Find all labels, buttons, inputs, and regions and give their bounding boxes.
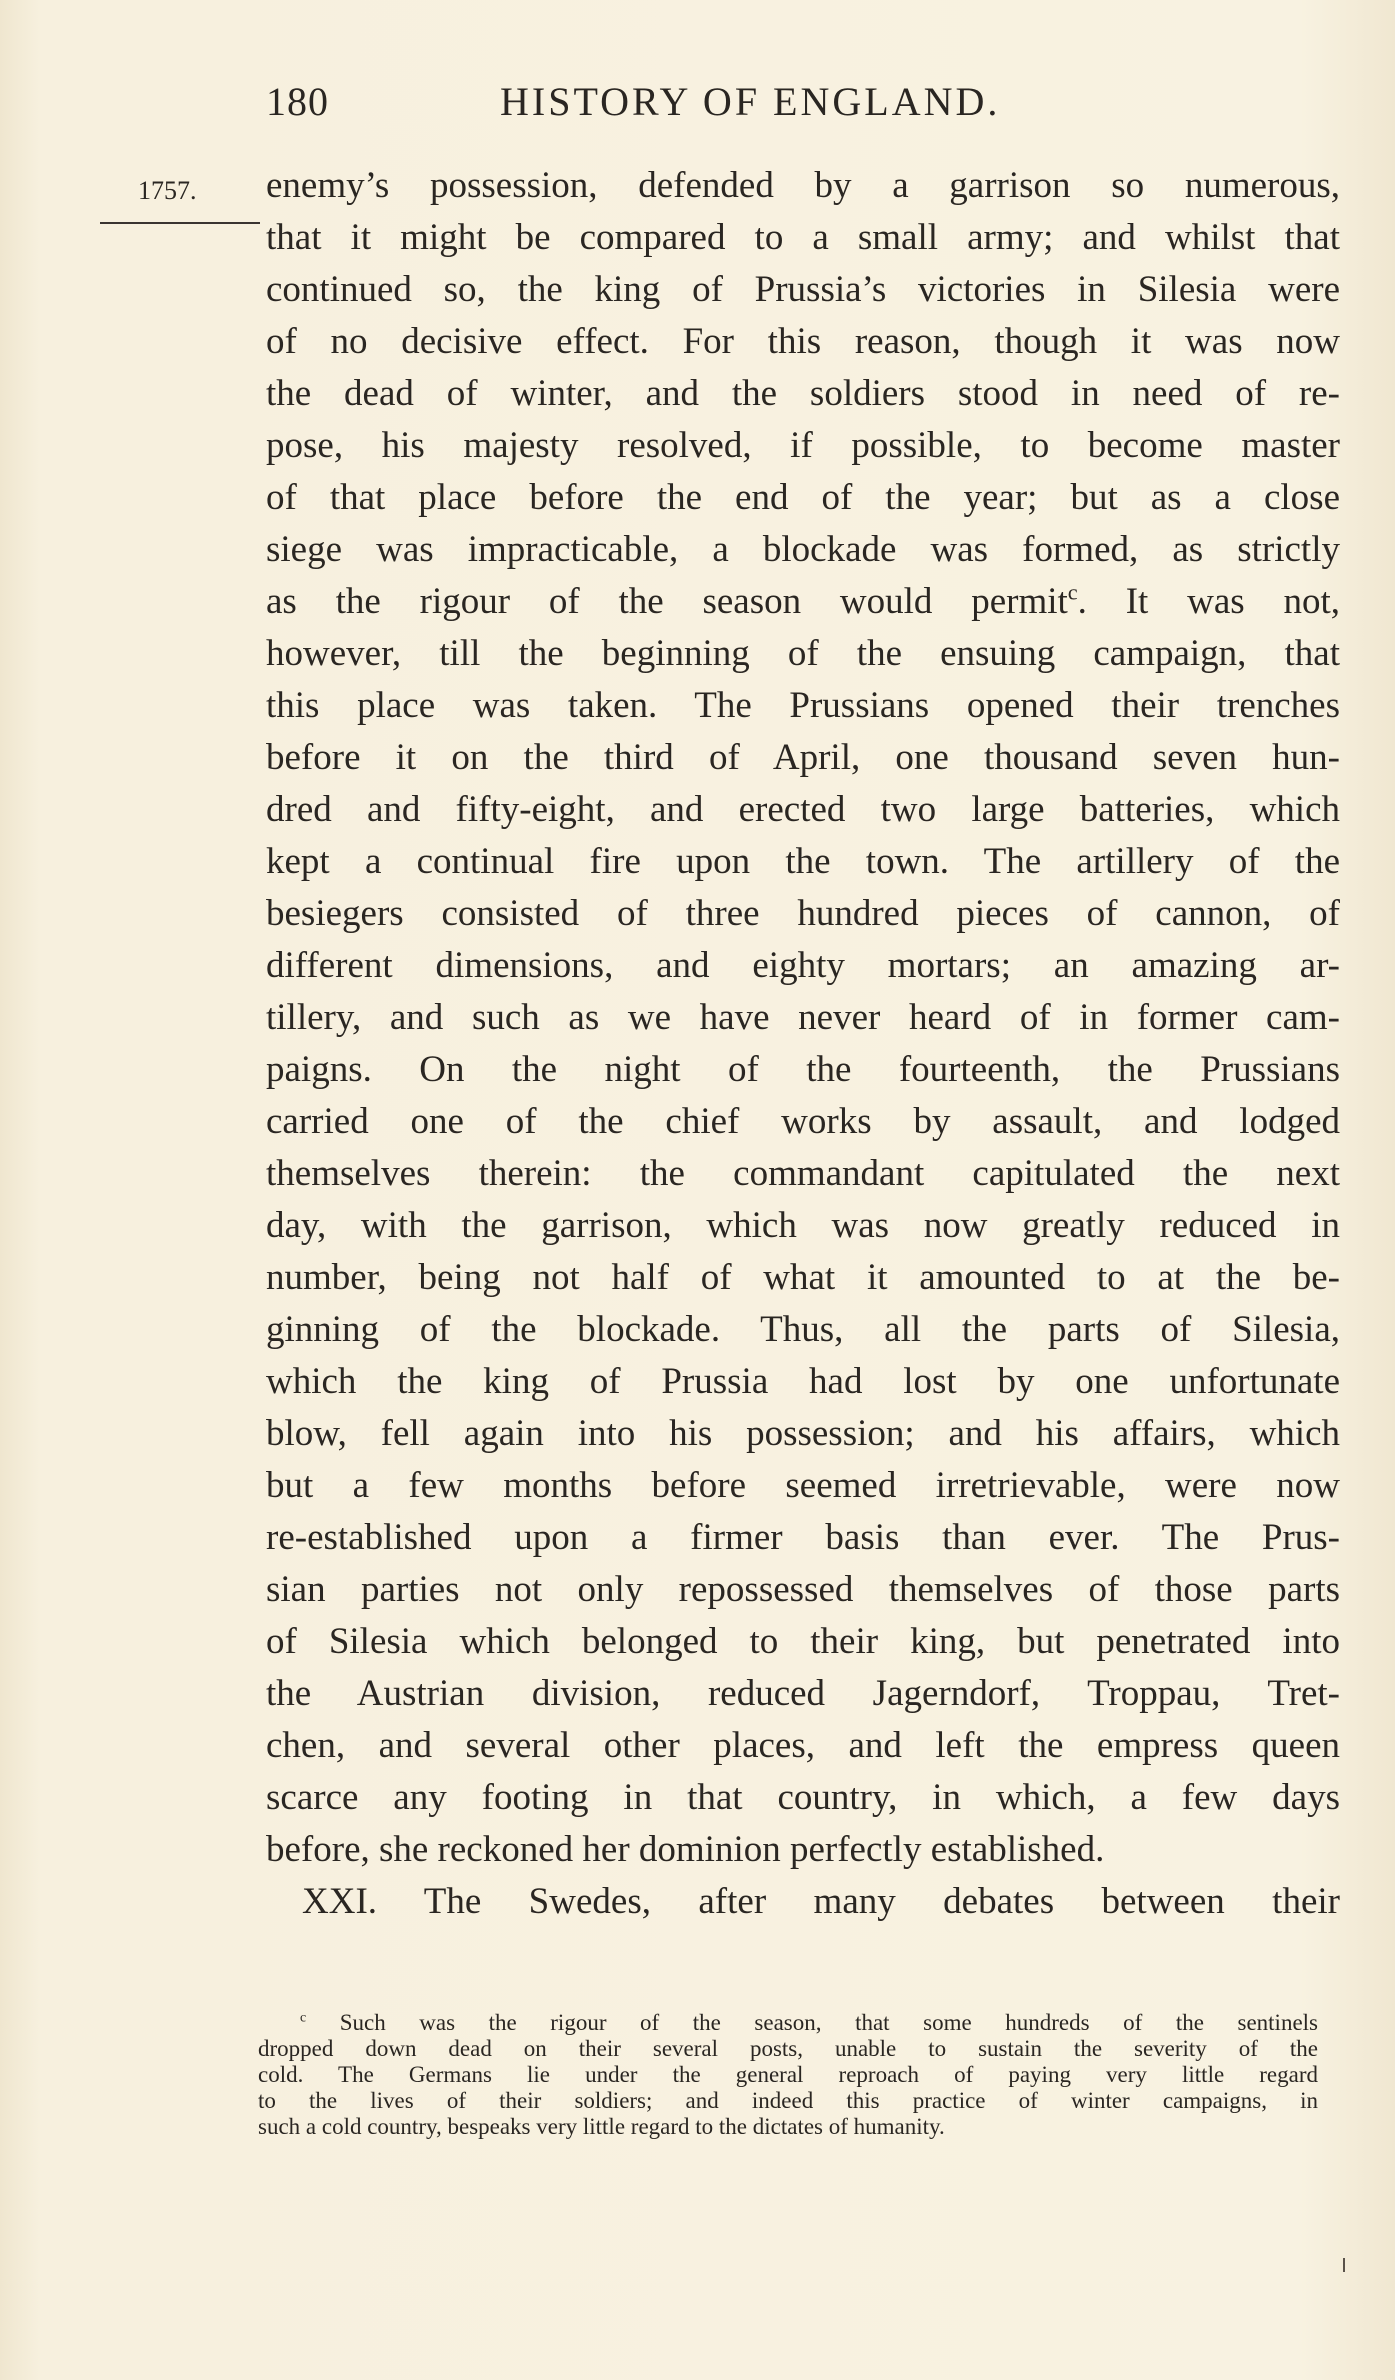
text-line: that it might be compared to a small army; and whilst that: [266, 217, 1340, 258]
footnote-line: cold. The Germans lie under the general reproach of paying very little regard: [258, 2062, 1318, 2087]
text-line: continued so, the king of Prussia’s victories in Silesia were: [266, 269, 1340, 310]
text-line: carried one of the chief works by assault, and lodged: [266, 1101, 1340, 1142]
footnote-line: dropped down dead on their several posts, unable to sustain the severity of the: [258, 2036, 1318, 2061]
running-title: HISTORY OF ENGLAND.: [500, 79, 1001, 124]
footnote-line: such a cold country, bespeaks very little regard to the dictates of humanity.: [258, 2114, 945, 2139]
text-line: kept a continual fire upon the town. The artillery of the: [266, 841, 1340, 882]
footnote: [258, 2010, 1318, 2140]
text-line: paigns. On the night of the fourteenth, the Prussians: [266, 1049, 1340, 1090]
text-line: re-established upon a firmer basis than ever. The Prus-: [266, 1517, 1340, 1558]
text-line-with-footnote-ref: [266, 576, 1340, 628]
text-line: besiegers consisted of three hundred pieces of cannon, of: [266, 893, 1340, 934]
text-line: sian parties not only repossessed themselves of those parts: [266, 1569, 1340, 1610]
text-line: the dead of winter, and the soldiers stood in need of re-: [266, 373, 1340, 414]
text-segment: as the rigour of the season would permit: [266, 581, 1068, 622]
text-line: the Austrian division, reduced Jagerndorf, Troppau, Tret-: [266, 1673, 1340, 1714]
text-line: which the king of Prussia had lost by one unfortunate: [266, 1361, 1340, 1402]
section-start-line: XXI. The Swedes, after many debates between their: [302, 1881, 1340, 1922]
footnote-line: to the lives of their soldiers; and indeed this practice of winter campaigns, in: [258, 2088, 1318, 2113]
text-line: before, she reckoned her dominion perfectly established.: [266, 1829, 1105, 1870]
text-line: but a few months before seemed irretrievable, were now: [266, 1465, 1340, 1506]
margin-rule: [100, 222, 260, 224]
text-line: blow, fell again into his possession; and his affairs, which: [266, 1413, 1340, 1454]
text-line: tillery, and such as we have never heard of in former cam-: [266, 997, 1340, 1038]
text-line: enemy’s possession, defended by a garrison so numerous,: [266, 165, 1340, 206]
margin-year: 1757.: [138, 176, 197, 205]
text-line: scarce any footing in that country, in which, a few days: [266, 1777, 1340, 1818]
footnote-line: [258, 2010, 1318, 2036]
text-line: themselves therein: the commandant capitulated the next: [266, 1153, 1340, 1194]
ink-mark: [1343, 2258, 1345, 2272]
text-line: ginning of the blockade. Thus, all the parts of Silesia,: [266, 1309, 1340, 1350]
text-line: number, being not half of what it amounted to at the be-: [266, 1257, 1340, 1298]
text-line: pose, his majesty resolved, if possible, to become master: [266, 425, 1340, 466]
footnote-text: Such was the rigour of the season, that some hundreds of the sentinels: [339, 2010, 1319, 2035]
footnote-ref: c: [1067, 579, 1078, 605]
body-text: [266, 160, 1340, 1928]
text-segment: . It was not,: [1077, 581, 1340, 622]
text-line: siege was impracticable, a blockade was formed, as strictly: [266, 529, 1340, 570]
text-line: this place was taken. The Prussians opened their trenches: [266, 685, 1340, 726]
page-number: 180: [266, 79, 329, 124]
page-header: [266, 78, 1106, 138]
text-line: before it on the third of April, one thousand seven hun-: [266, 737, 1340, 778]
text-line: of Silesia which belonged to their king, but penetrated into: [266, 1621, 1340, 1662]
text-line: of that place before the end of the year; but as a close: [266, 477, 1340, 518]
text-line: day, with the garrison, which was now greatly reduced in: [266, 1205, 1340, 1246]
text-line: chen, and several other places, and left the empress queen: [266, 1725, 1340, 1766]
text-line: however, till the beginning of the ensuing campaign, that: [266, 633, 1340, 674]
text-line: different dimensions, and eighty mortars; an amazing ar-: [266, 945, 1340, 986]
footnote-mark: c: [300, 2009, 307, 2025]
text-line: of no decisive effect. For this reason, though it was now: [266, 321, 1340, 362]
text-line: dred and fifty-eight, and erected two large batteries, which: [266, 789, 1340, 830]
